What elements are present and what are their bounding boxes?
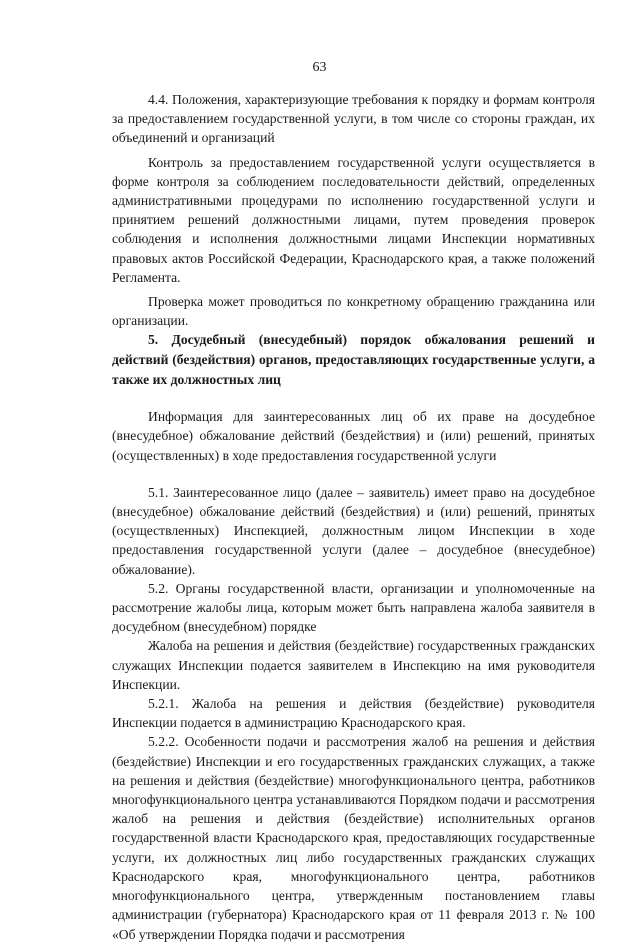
section-5-1: 5.1. Заинтересованное лицо (далее – заявитель) имеет право на досудебное (внесудебное) обжалование действий (бездействия) и (или) решений, принятых (осуществленных) Инспекцией, должностным лицом Инспекции в ходе предоставления государственной услуги (далее – досудебное (внесудебное) обжалование).	[112, 484, 595, 577]
document-body	[112, 90, 595, 944]
section-5-2-1: 5.2.1. Жалоба на решения и действия (бездействие) руководителя Инспекции подается в администрацию Краснодарского края.	[112, 696, 595, 731]
section-5-2-paragraph: Жалоба на решения и действия (бездействие) государственных гражданских служащих Инспекции подается заявителем в Инспекцию на имя руководителя Инспекции.	[112, 638, 595, 692]
section-4-4-paragraph-1: Контроль за предоставлением государственной услуги осуществляется в форме контроля за соблюдением последовательности действий, определенных административными процедурами по исполнению государственной услуги и принятием решений должностными лицами, путем проведения проверок соблюдения и исполнения должностными лицами Инспекции нормативных правовых актов Российской Федерации, Краснодарского края, а также положений Регламента.	[112, 154, 595, 285]
section-5-heading: 5. Досудебный (внесудебный) порядок обжалования решений и действий (бездействия) органов, предоставляющих государственные услуги, а также их должностных лиц	[112, 332, 595, 387]
section-4-4-paragraph-2: Проверка может проводиться по конкретному обращению гражданина или организации.	[112, 294, 595, 329]
section-5-info: Информация для заинтересованных лиц об их праве на досудебное (внесудебное) обжалование действий (бездействия) и (или) решений, принятых (осуществленных) в ходе предоставления государственной услуги	[112, 409, 595, 463]
page-number: 63	[312, 60, 327, 75]
section-5-2: 5.2. Органы государственной власти, организации и уполномоченные на рассмотрение жалобы лица, которым может быть направлена жалоба заявителя в досудебном (внесудебном) порядке	[112, 580, 595, 635]
section-4-4-title: 4.4. Положения, характеризующие требования к порядку и формам контроля за предоставлением государственной услуги, в том числе со стороны граждан, их объединений и организаций	[112, 92, 595, 146]
section-5-2-2: 5.2.2. Особенности подачи и рассмотрения жалоб на решения и действия (бездействие) Инспекции и его государственных гражданских служащих, а также на решения и действия (бездействие) многофункционального центра, работников многофункционального центра устанавливаются Порядком подачи и рассмотрения жалоб на решения и действия (бездействие) исполнительных органов государственной власти Краснодарского края, предоставляющих государственные услуги, их должностных лиц либо государственных гражданских служащих Краснодарского края, многофункционального центра, работников многофункционального центра, утвержденным постановлением главы администрации (губернатора) Краснодарского края от 11 февраля 2013 г. № 100 «Об утверждении Порядка подачи и рассмотрения	[112, 734, 595, 942]
